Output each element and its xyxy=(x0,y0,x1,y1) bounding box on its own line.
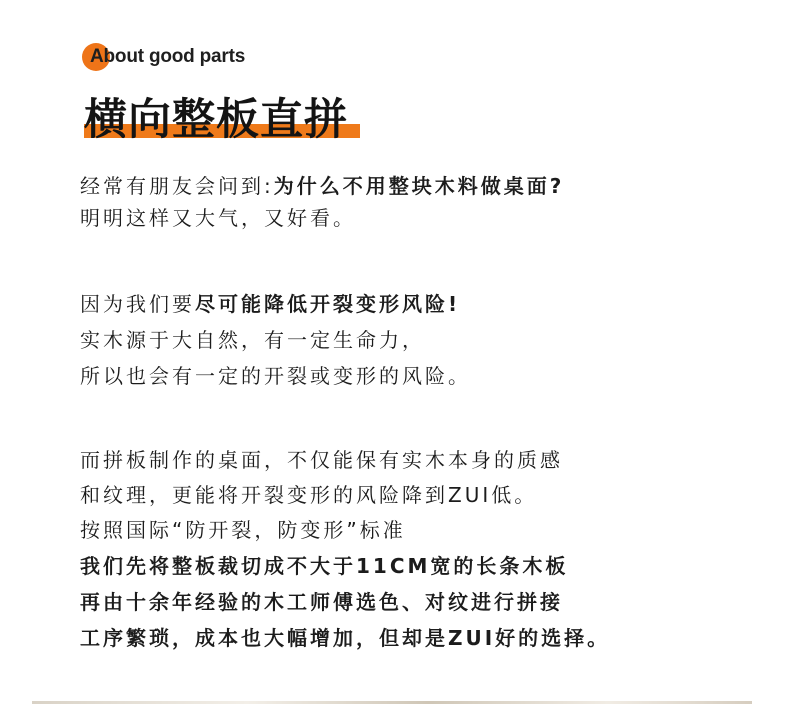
page-title: 横向整板直拼 xyxy=(84,95,348,145)
paragraph3-line2: 和纹理，更能将开裂变形的风险降到ZUI低。 xyxy=(80,483,538,507)
paragraph3-line1: 而拼板制作的桌面，不仅能保有实木本身的质感 xyxy=(80,448,563,472)
paragraph1-line1-normal: 经常有朋友会问到: xyxy=(80,174,274,198)
paragraph1-line1 xyxy=(80,174,564,198)
paragraph3-line6: 工序繁琐，成本也大幅增加，但却是ZUI好的选择。 xyxy=(80,626,611,650)
badge-label: About good parts xyxy=(90,46,246,67)
paragraph1-line2: 明明这样又大气，又好看。 xyxy=(80,206,356,230)
paragraph2-line1-normal: 因为我们要 xyxy=(80,292,195,316)
paragraph2-line3: 所以也会有一定的开裂或变形的风险。 xyxy=(80,364,471,388)
paragraph2-line2: 实木源于大自然，有一定生命力， xyxy=(80,328,425,352)
paragraph3-line3: 按照国际“防开裂，防变形”标准 xyxy=(80,518,406,542)
section-badge xyxy=(84,41,245,73)
paragraph3-line5: 再由十余年经验的木工师傅选色、对纹进行拼接 xyxy=(80,590,563,614)
paragraph3-line4: 我们先将整板裁切成不大于11CM宽的长条木板 xyxy=(80,554,569,578)
section-title xyxy=(84,92,348,148)
paragraph2-line1 xyxy=(80,292,460,316)
paragraph1-line1-bold: 为什么不用整块木料做桌面? xyxy=(273,174,565,198)
paragraph2-line1-bold: 尽可能降低开裂变形风险! xyxy=(195,292,461,316)
